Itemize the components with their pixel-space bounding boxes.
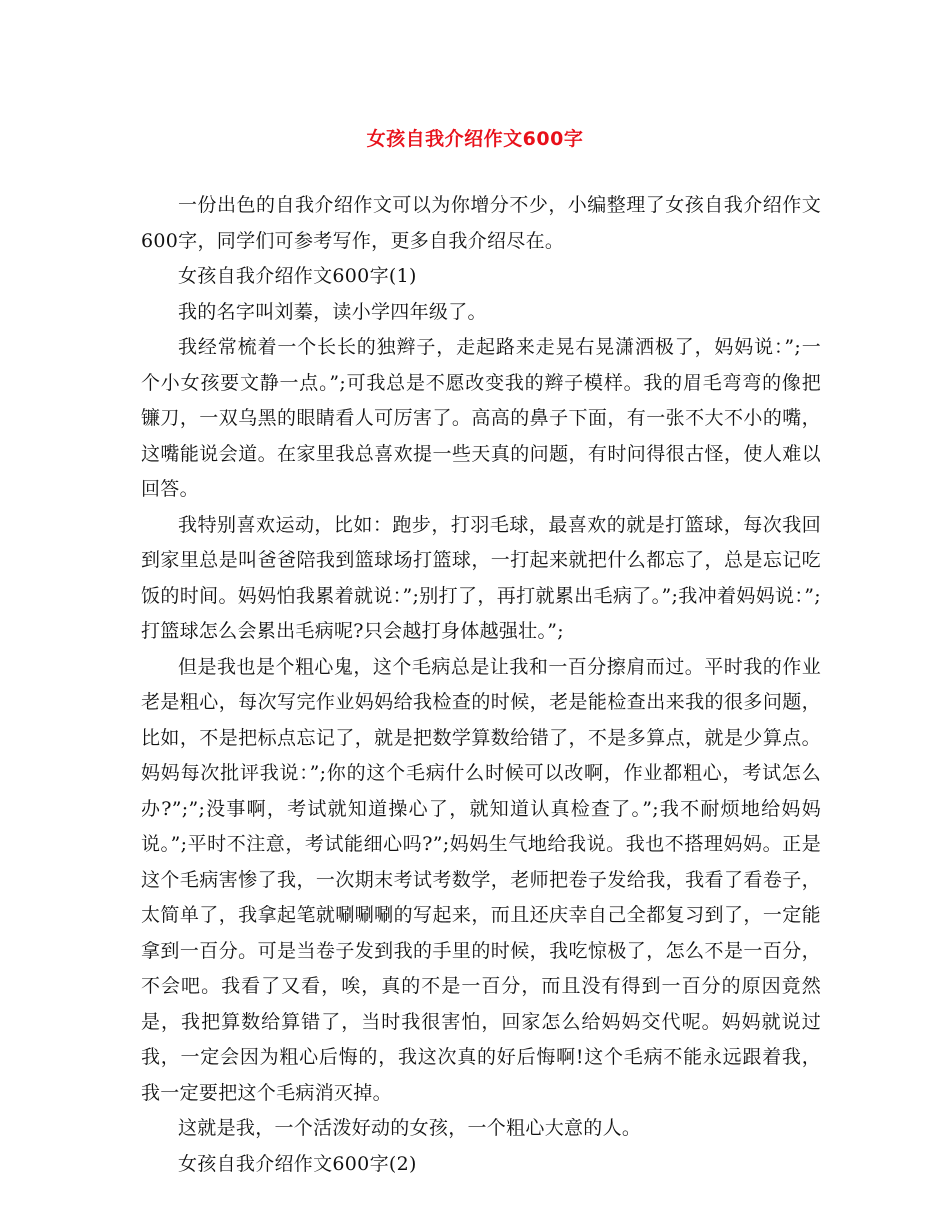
paragraph-careless: 但是我也是个粗心鬼，这个毛病总是让我和一百分擦肩而过。平时我的作业老是粗心，每次写完作业妈妈给我检查的时候，老是能检查出来我的很多问题，比如，不是把标点忘记了，就是把数学算数给错了，不是多算点，就是少算点。妈妈每次批评我说：”;你的这个毛病什么时候可以改啊，作业都粗心，考试怎么办?”;”;没事啊，考试就知道操心了，就知道认真检查了。”;我不耐烦地给妈妈说。”;平时不注意，考试能细心吗?”;妈妈生气地给我说。我也不搭理妈妈。正是这个毛病害惨了我，一次期末考试考数学，老师把卷子发给我，我看了看卷子，太简单了，我拿起笔就唰唰唰的写起来，而且还庆幸自己全都复习到了，一定能拿到一百分。可是当卷子发到我的手里的时候，我吃惊极了，怎么不是一百分，不会吧。我看了又看，唉，真的不是一百分，而且没有得到一百分的原因竟然是，我把算数给算错了，当时我很害怕，回家怎么给妈妈交代呢。妈妈就说过我，一定会因为粗心后悔的，我这次真的好后悔啊!这个毛病不能永远跟着我，我一定要把这个毛病消灭掉。	[141, 655, 821, 1104]
section-heading-2: 女孩自我介绍作文600字(2)	[178, 1152, 417, 1175]
paragraph-appearance: 我经常梳着一个长长的独辫子，走起路来走晃右晃潇洒极了，妈妈说：”;一个小女孩要文静一点。”;可我总是不愿改变我的辫子模样。我的眉毛弯弯的像把镰刀，一双乌黑的眼睛看人可厉害了。高高的鼻子下面，有一张不大不小的嘴，这嘴能说会道。在家里我总喜欢提一些天真的问题，有时问得很古怪，使人难以回答。	[141, 336, 821, 500]
page-title: 女孩自我介绍作文600字	[366, 128, 584, 150]
paragraph-sports: 我特别喜欢运动，比如：跑步，打羽毛球，最喜欢的就是打篮球，每次我回到家里总是叫爸爸陪我到篮球场打篮球，一打起来就把什么都忘了，总是忘记吃饭的时间。妈妈怕我累着就说：”;别打了，再打就累出毛病了。”;我冲着妈妈说：”;打篮球怎么会累出毛病呢?只会越打身体越强壮。”;	[141, 513, 821, 642]
paragraph-name: 我的名字叫刘蓁，读小学四年级了。	[178, 300, 487, 323]
paragraph-intro: 一份出色的自我介绍作文可以为你增分不少，小编整理了女孩自我介绍作文600字，同学们可参考写作，更多自我介绍尽在。	[141, 194, 821, 252]
paragraph-summary: 这就是我，一个活泼好动的女孩，一个粗心大意的人。	[178, 1117, 642, 1139]
section-heading-1: 女孩自我介绍作文600字(1)	[178, 265, 417, 287]
article-body	[141, 188, 821, 1182]
